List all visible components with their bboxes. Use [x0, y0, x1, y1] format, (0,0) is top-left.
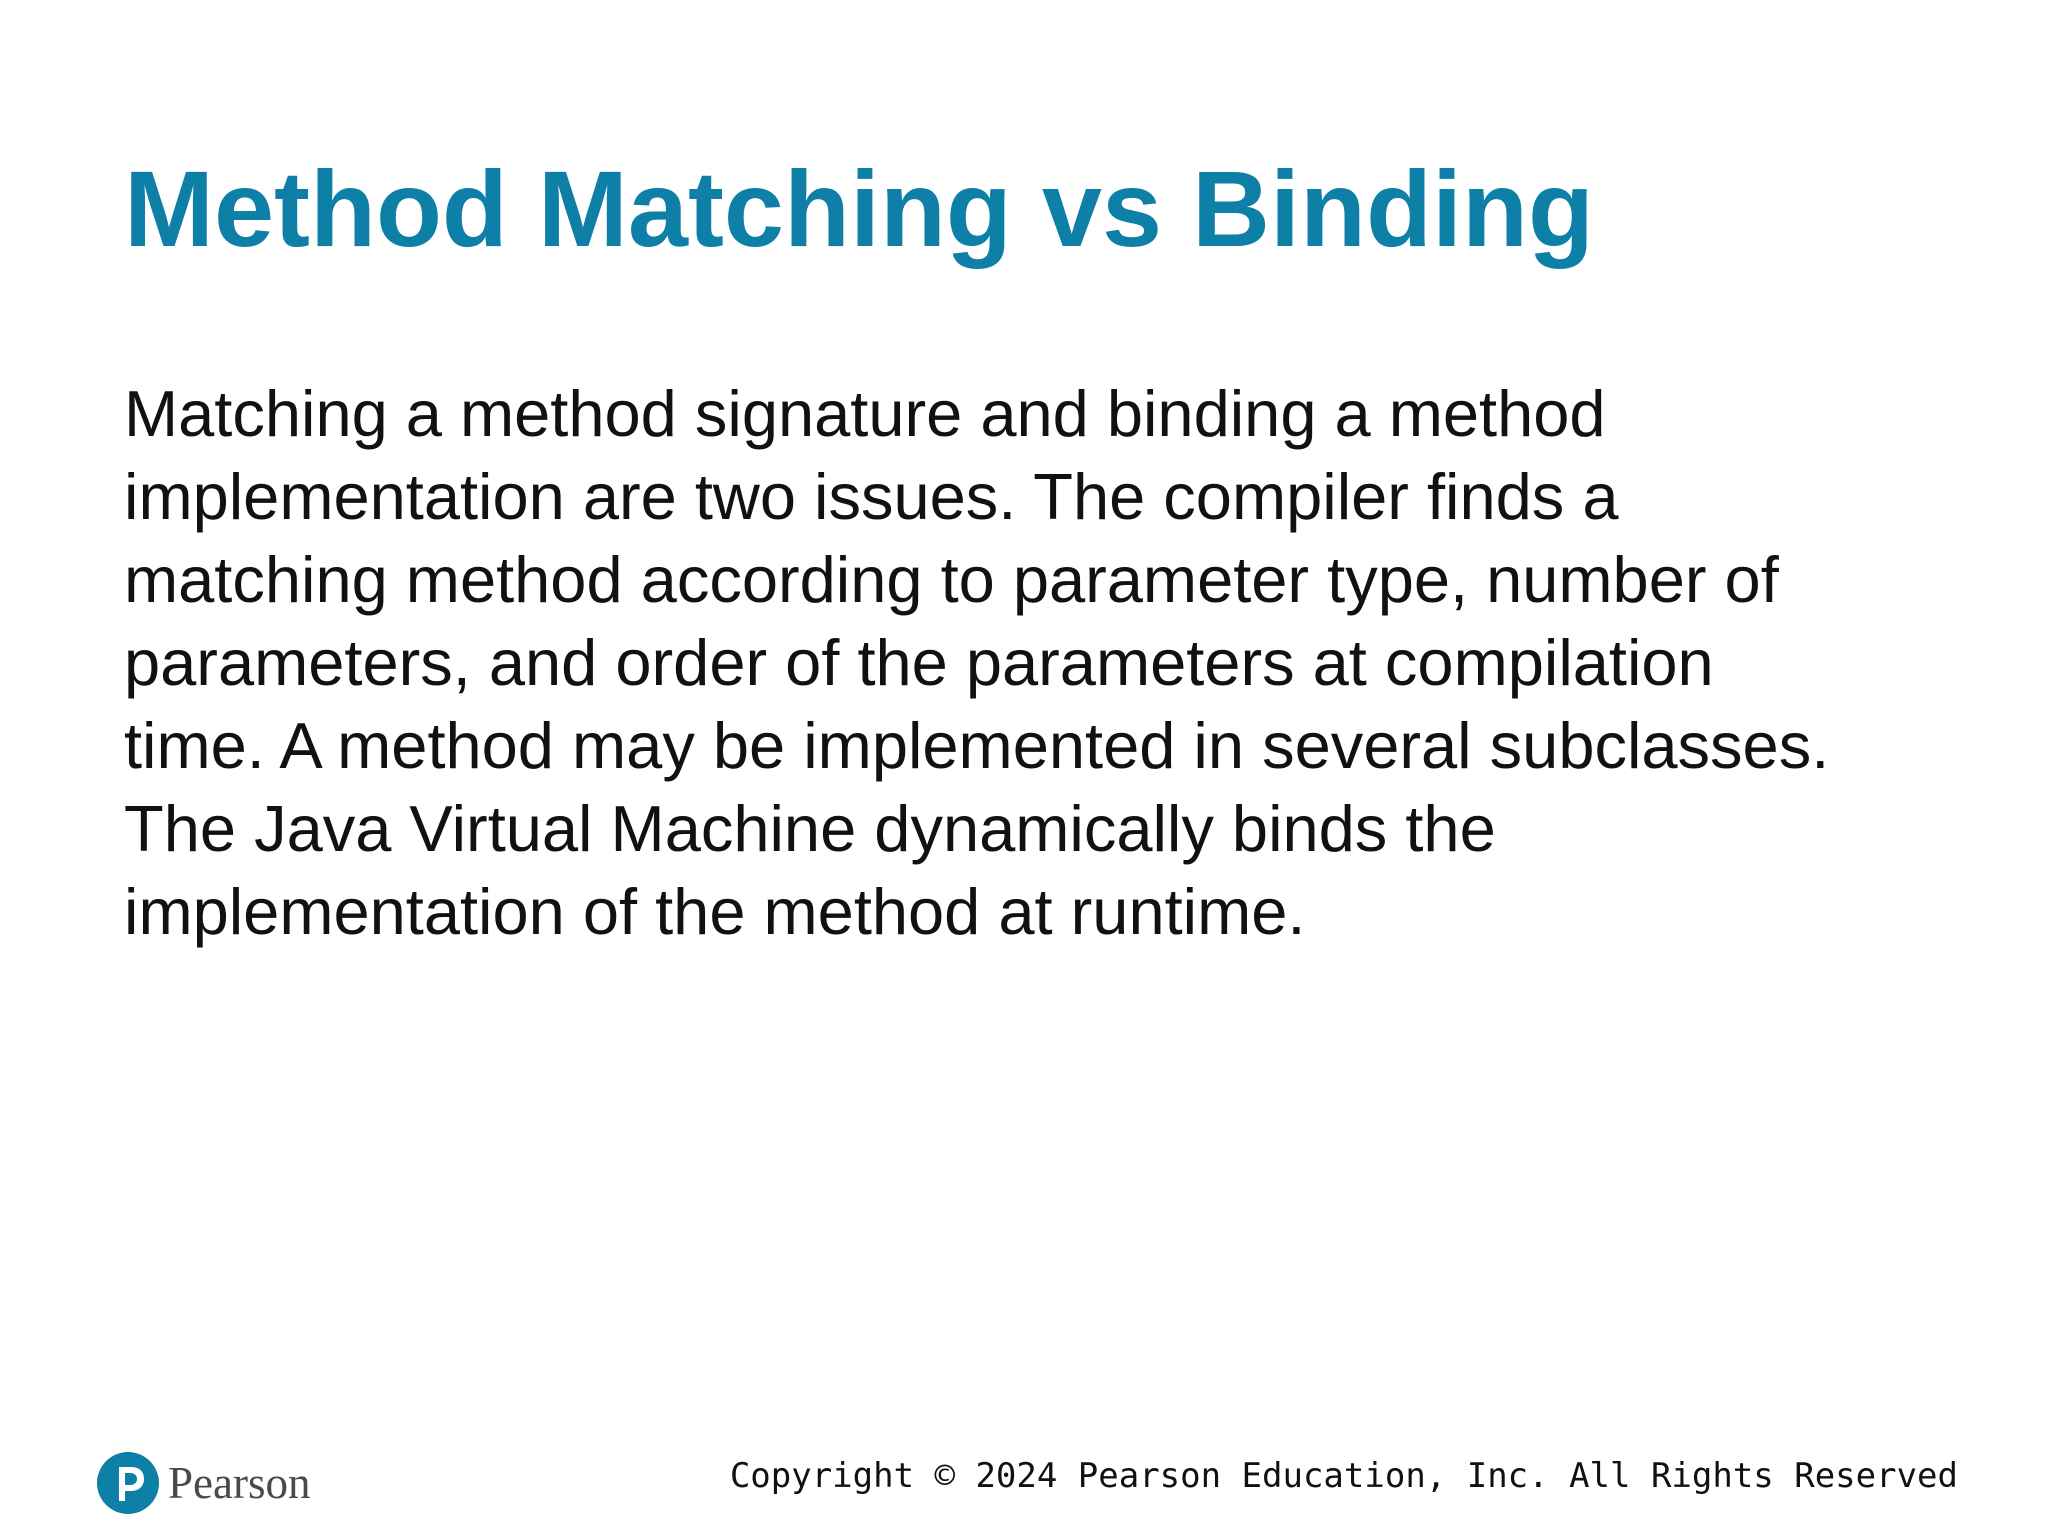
- body-line: implementation of the method at runtime.: [124, 875, 1306, 948]
- body-line: time. A method may be implemented in several subclasses.: [124, 709, 1830, 782]
- body-line: implementation are two issues. The compiler finds a: [124, 460, 1619, 533]
- body-line: parameters, and order of the parameters at compilation: [124, 626, 1714, 699]
- logo-wordmark: Pearson: [168, 1458, 311, 1508]
- copyright-notice: Copyright © 2024 Pearson Education, Inc. All Rights Reserved: [729, 1456, 1958, 1496]
- body-line: matching method according to parameter type, number of: [124, 543, 1779, 616]
- slide-title: Method Matching vs Binding: [124, 148, 1594, 269]
- pearson-p-logo-icon: [96, 1451, 160, 1515]
- body-line: The Java Virtual Machine dynamically binds the: [124, 792, 1496, 865]
- slide-body: [124, 372, 2004, 953]
- body-line: Matching a method signature and binding a method: [124, 377, 1606, 450]
- pearson-logo: [96, 1448, 310, 1518]
